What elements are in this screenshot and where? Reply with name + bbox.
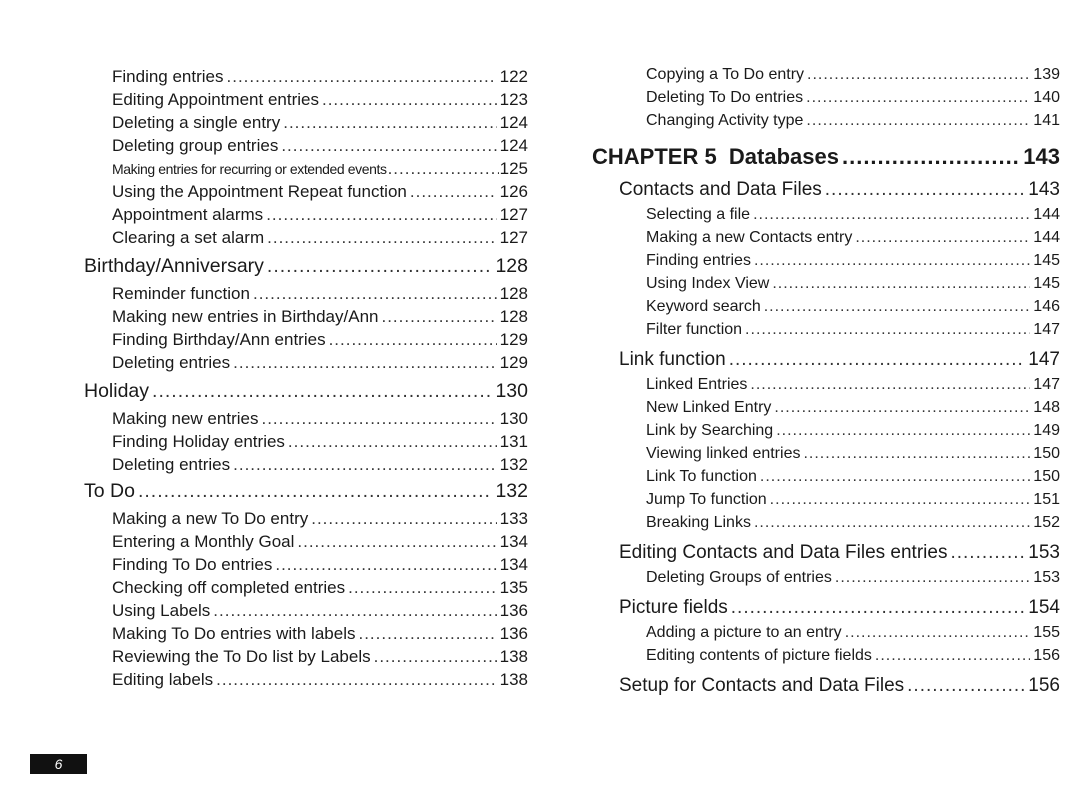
toc-entry-title: Making To Do entries with labels [112, 624, 356, 643]
toc-entry [84, 354, 528, 371]
toc-entry-title: Checking off completed entries [112, 578, 346, 597]
leader-dots [381, 308, 496, 325]
toc-entry-page: 145 [1033, 275, 1060, 292]
toc-entry [84, 91, 528, 108]
toc-entry-page: 155 [1033, 624, 1060, 641]
page-number: 6 [54, 756, 63, 772]
toc-entry [84, 160, 528, 177]
leader-dots [329, 331, 497, 348]
toc-entry-title: Deleting Groups of entries [646, 569, 832, 586]
toc-entry [84, 625, 528, 642]
toc-entry [592, 253, 1060, 269]
toc-section [592, 180, 1060, 199]
toc-entry-title: Filter function [646, 321, 743, 338]
toc-entry [592, 469, 1060, 485]
toc-entry [592, 299, 1060, 315]
toc-entry [84, 510, 528, 527]
toc-section-page: 128 [495, 255, 528, 277]
toc-entry [84, 648, 528, 665]
toc-entry [592, 515, 1060, 531]
leader-dots [803, 446, 1030, 462]
toc-entry-page: 140 [1033, 89, 1060, 106]
toc-entry-title: Entering a Monthly Goal [112, 532, 295, 551]
toc-entry-page: 132 [499, 455, 528, 474]
leader-dots [410, 183, 497, 200]
toc-entry [84, 137, 528, 154]
toc-section [84, 382, 528, 402]
toc-entry-page: 133 [499, 509, 528, 528]
toc-entry [592, 322, 1060, 338]
toc-entry-title: Editing contents of picture fields [646, 647, 872, 664]
toc-entry-page: 127 [499, 205, 528, 224]
toc-entry-page: 123 [499, 90, 528, 109]
leader-dots [358, 625, 496, 642]
toc-section-title: Picture fields [619, 597, 728, 618]
toc-section [592, 676, 1060, 695]
toc-entry [84, 114, 528, 131]
toc-entry [592, 276, 1060, 292]
toc-entry-title: Using Index View [646, 275, 770, 292]
toc-entry [592, 648, 1060, 664]
toc-entry-title: Making new entries in Birthday/Ann [112, 307, 379, 326]
toc-section [592, 598, 1060, 617]
toc-entry [84, 456, 528, 473]
leader-dots [806, 113, 1030, 129]
leader-dots [774, 400, 1030, 416]
toc-entry-page: 145 [1033, 252, 1060, 269]
toc-section-title: Setup for Contacts and Data Files [619, 675, 905, 696]
toc-entry-title: Using Labels [112, 601, 211, 620]
leader-dots [267, 257, 493, 277]
leader-dots [807, 67, 1030, 83]
toc-entry-title: Deleting entries [112, 353, 231, 372]
leader-dots [281, 137, 496, 154]
toc-entry-title: Making a new To Do entry [112, 509, 309, 528]
toc-section-title: Contacts and Data Files [619, 179, 822, 200]
leader-dots [745, 322, 1030, 338]
toc-entry [84, 602, 528, 619]
toc-section-page: 156 [1028, 675, 1060, 696]
toc-entry [592, 400, 1060, 416]
page-number-badge [30, 754, 87, 774]
leader-dots [322, 91, 497, 108]
leader-dots [152, 382, 492, 402]
toc-entry [592, 230, 1060, 246]
leader-dots [806, 90, 1030, 106]
toc-entry-page: 125 [499, 159, 528, 178]
toc-entry-page: 138 [499, 670, 528, 689]
toc-section [84, 257, 528, 277]
toc-entry [592, 570, 1060, 586]
toc-section-title: Link function [619, 349, 726, 370]
leader-dots [213, 602, 496, 619]
toc-entry-title: Breaking Links [646, 514, 751, 531]
toc-entry-title: Keyword search [646, 298, 761, 315]
toc-entry [84, 308, 528, 325]
toc-section-page: 153 [1028, 542, 1060, 563]
toc-entry [592, 67, 1060, 83]
toc-entry-title: Changing Activity type [646, 112, 804, 129]
leader-dots [266, 206, 496, 223]
toc-section-title: To Do [84, 480, 135, 502]
toc-entry-title: Deleting entries [112, 455, 231, 474]
toc-entry-page: 149 [1033, 422, 1060, 439]
toc-entry-title: Using the Appointment Repeat function [112, 182, 407, 201]
chapter-heading [592, 146, 1060, 168]
leader-dots [770, 492, 1031, 508]
toc-entry-page: 131 [499, 432, 528, 451]
toc-section [84, 482, 528, 502]
leader-dots [764, 299, 1031, 315]
leader-dots [750, 377, 1030, 393]
chapter-page: 143 [1023, 144, 1060, 169]
toc-section-page: 130 [495, 380, 528, 402]
toc-entry [592, 113, 1060, 129]
leader-dots [842, 146, 1020, 168]
toc-entry-page: 153 [1033, 569, 1060, 586]
toc-entry-page: 147 [1033, 321, 1060, 338]
toc-entry-page: 141 [1033, 112, 1060, 129]
toc-entry [84, 285, 528, 302]
toc-entry-title: Appointment alarms [112, 205, 264, 224]
toc-entry-title: Finding Birthday/Ann entries [112, 330, 326, 349]
toc-entry-title: Copying a To Do entry [646, 66, 805, 83]
toc-entry-page: 138 [499, 647, 528, 666]
toc-entry [84, 331, 528, 348]
toc-entry-title: Link by Searching [646, 422, 774, 439]
toc-section-title: Holiday [84, 380, 150, 402]
toc-entry [84, 671, 528, 688]
toc-section-page: 132 [495, 480, 528, 502]
toc-section [592, 543, 1060, 562]
toc-entry-title: Finding To Do entries [112, 555, 273, 574]
toc-entry-page: 136 [499, 601, 528, 620]
toc-entry-title: Adding a picture to an entry [646, 624, 842, 641]
toc-entry-title: Clearing a set alarm [112, 228, 265, 247]
toc-entry-title: Making a new Contacts entry [646, 229, 853, 246]
leader-dots [233, 354, 497, 371]
toc-entry-page: 144 [1033, 206, 1060, 223]
toc-entry-title: Editing Appointment entries [112, 90, 319, 109]
toc-entry-page: 136 [499, 624, 528, 643]
toc-entry-title: Editing labels [112, 670, 214, 689]
toc-entry-page: 135 [499, 578, 528, 597]
leader-dots [772, 276, 1030, 292]
leader-dots [253, 285, 497, 302]
toc-entry-page: 134 [499, 532, 528, 551]
toc-entry [84, 183, 528, 200]
toc-entry-page: 122 [499, 67, 528, 86]
leader-dots [138, 482, 493, 502]
toc-entry-page: 124 [499, 113, 528, 132]
toc-entry [84, 556, 528, 573]
toc-section [592, 350, 1060, 369]
leader-dots [950, 543, 1025, 562]
toc-entry-title: Viewing linked entries [646, 445, 801, 462]
toc-entry-title: Making new entries [112, 409, 259, 428]
toc-entry [592, 446, 1060, 462]
leader-dots [267, 229, 497, 246]
leader-dots [227, 68, 497, 85]
toc-entry-page: 128 [499, 284, 528, 303]
toc-entry-title: Finding entries [646, 252, 751, 269]
toc-entry-page: 147 [1033, 376, 1060, 393]
leader-dots [855, 230, 1030, 246]
toc-entry-page: 150 [1033, 445, 1060, 462]
toc-entry [592, 207, 1060, 223]
toc-entry [592, 90, 1060, 106]
toc-entry-title: Making entries for recurring or extended events [112, 161, 387, 177]
leader-dots [388, 160, 499, 177]
leader-dots [283, 114, 496, 131]
leader-dots [216, 671, 497, 688]
toc-entry-page: 150 [1033, 468, 1060, 485]
toc-entry-title: Deleting To Do entries [646, 89, 804, 106]
toc-entry-title: Deleting group entries [112, 136, 279, 155]
leader-dots [760, 469, 1030, 485]
toc-entry-page: 144 [1033, 229, 1060, 246]
toc-entry-page: 127 [499, 228, 528, 247]
toc-entry [592, 492, 1060, 508]
toc-entry-title: Selecting a file [646, 206, 751, 223]
leader-dots [311, 510, 496, 527]
leader-dots [753, 207, 1030, 223]
toc-entry-page: 129 [499, 330, 528, 349]
leader-dots [754, 515, 1030, 531]
toc-entry [84, 533, 528, 550]
toc-entry-title: New Linked Entry [646, 399, 772, 416]
toc-entry-page: 128 [499, 307, 528, 326]
toc-entry-page: 151 [1033, 491, 1060, 508]
toc-entry-page: 148 [1033, 399, 1060, 416]
leader-dots [754, 253, 1030, 269]
toc-section-page: 143 [1028, 179, 1060, 200]
leader-dots [731, 598, 1026, 617]
toc-entry [592, 377, 1060, 393]
toc-entry-page: 156 [1033, 647, 1060, 664]
toc-entry [84, 410, 528, 427]
toc-section-page: 147 [1028, 349, 1060, 370]
toc-entry-title: Link To function [646, 468, 757, 485]
chapter-title: CHAPTER 5 Databases [592, 144, 839, 169]
leader-dots [297, 533, 496, 550]
toc-section-title: Birthday/Anniversary [84, 255, 264, 277]
toc-entry [592, 423, 1060, 439]
toc-entry-title: Reviewing the To Do list by Labels [112, 647, 371, 666]
leader-dots [288, 433, 497, 450]
toc-entry-title: Deleting a single entry [112, 113, 281, 132]
toc-entry [84, 68, 528, 85]
toc-entry-title: Reminder function [112, 284, 250, 303]
toc-entry [84, 206, 528, 223]
leader-dots [845, 625, 1031, 641]
leader-dots [729, 350, 1026, 369]
toc-entry [84, 433, 528, 450]
toc-entry [84, 579, 528, 596]
leader-dots [825, 180, 1026, 199]
leader-dots [261, 410, 496, 427]
toc-entry [84, 229, 528, 246]
leader-dots [348, 579, 497, 596]
toc-entry-title: Finding Holiday entries [112, 432, 285, 451]
toc-entry-page: 139 [1033, 66, 1060, 83]
leader-dots [776, 423, 1030, 439]
leader-dots [275, 556, 496, 573]
toc-entry-page: 124 [499, 136, 528, 155]
toc-entry-page: 130 [499, 409, 528, 428]
leader-dots [835, 570, 1030, 586]
leader-dots [907, 676, 1025, 695]
toc-entry-page: 126 [499, 182, 528, 201]
toc-entry [592, 625, 1060, 641]
toc-entry-page: 129 [499, 353, 528, 372]
toc-entry-title: Finding entries [112, 67, 224, 86]
leader-dots [233, 456, 497, 473]
leader-dots [374, 648, 497, 665]
toc-entry-title: Jump To function [646, 491, 767, 508]
toc-entry-page: 134 [499, 555, 528, 574]
toc-entry-page: 152 [1033, 514, 1060, 531]
toc-section-title: Editing Contacts and Data Files entries [619, 542, 948, 563]
leader-dots [875, 648, 1030, 664]
toc-entry-page: 146 [1033, 298, 1060, 315]
toc-entry-title: Linked Entries [646, 376, 748, 393]
toc-section-page: 154 [1028, 597, 1060, 618]
